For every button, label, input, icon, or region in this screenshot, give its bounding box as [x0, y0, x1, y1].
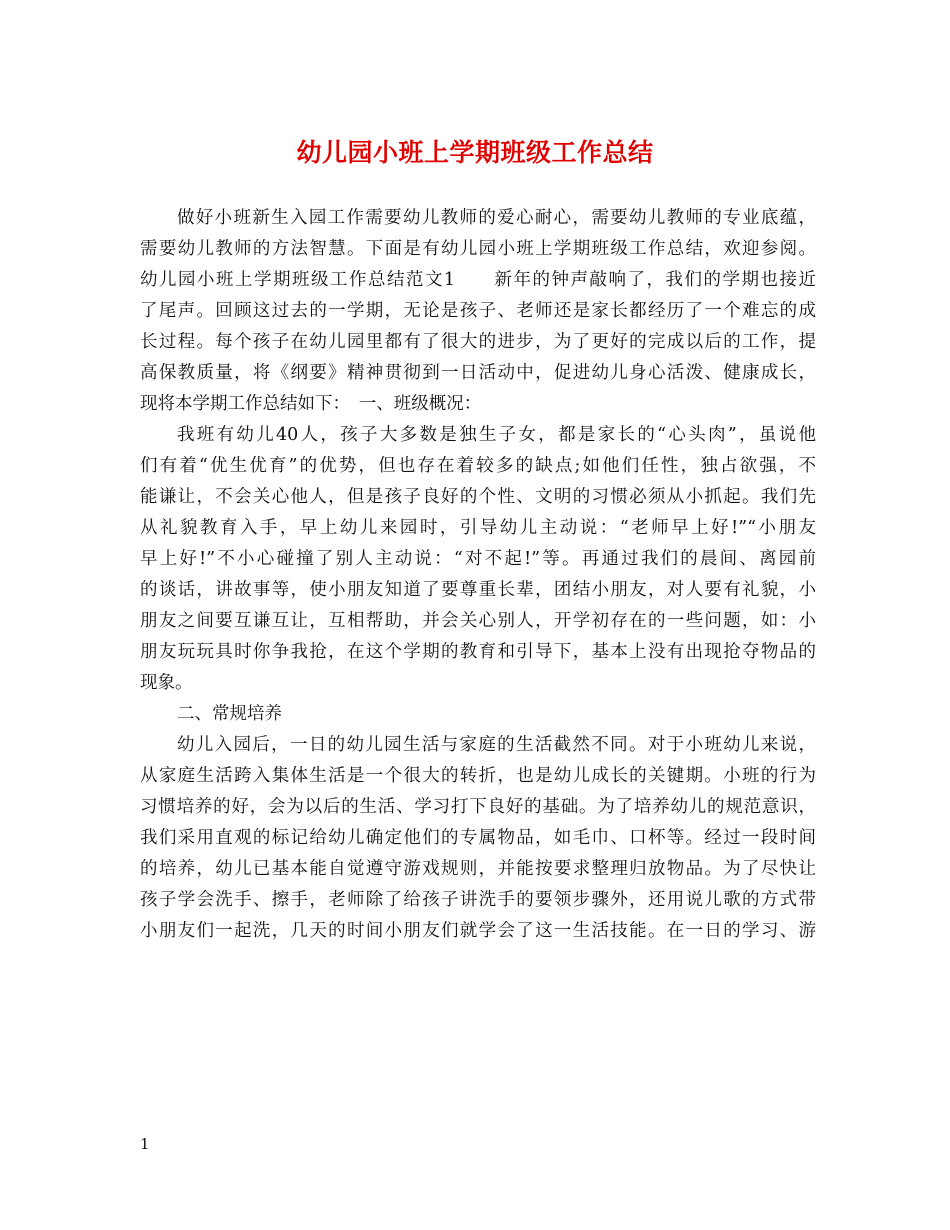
text-line: 的培养，幼儿已基本能自觉遵守游戏规则，并能按要求整理归放物品。为了尽快让	[140, 859, 816, 879]
text-line: 现象。	[140, 673, 193, 693]
section-heading: 二、常规培养	[177, 704, 282, 724]
text-line: 们有着“优生优育”的优势，但也存在着较多的缺点;如他们任性，独占欲强，不	[140, 456, 816, 476]
text-line: 需要幼儿教师的方法智慧。下面是有幼儿园小班上学期班级工作总结，欢迎参阅。	[140, 239, 816, 259]
text-line: 朋友之间要互谦互让，互相帮助，并会关心别人，开学初存在的一些问题，如：小	[140, 611, 816, 631]
text-line: 做好小班新生入园工作需要幼儿教师的爱心耐心，需要幼儿教师的专业底蕴，	[177, 208, 816, 228]
text-line: 现将本学期工作总结如下： 一、班级概况：	[140, 394, 482, 414]
text-line: 早上好!”不小心碰撞了别人主动说：“对不起!”等。再通过我们的晨间、离园前	[140, 549, 816, 569]
text-line: 从家庭生活跨入集体生活是一个很大的转折，也是幼儿成长的关键期。小班的行为	[140, 766, 816, 786]
text-line: 幼儿入园后，一日的幼儿园生活与家庭的生活截然不同。对于小班幼儿来说，	[177, 735, 816, 755]
text-line: 小朋友们一起洗，几天的时间小朋友们就学会了这一生活技能。在一日的学习、游	[140, 921, 816, 941]
text-line: 幼儿园小班上学期班级工作总结范文1 新年的钟声敲响了，我们的学期也接近	[140, 270, 816, 290]
text-line: 从礼貌教育入手，早上幼儿来园时，引导幼儿主动说：“老师早上好!”“小朋友	[140, 518, 816, 538]
text-line: 我班有幼儿40人，孩子大多数是独生子女，都是家长的“心头肉”，虽说他	[177, 425, 816, 445]
document-title: 幼儿园小班上学期班级工作总结	[296, 138, 654, 167]
text-line: 了尾声。回顾这过去的一学期，无论是孩子、老师还是家长都经历了一个难忘的成	[140, 301, 816, 321]
text-line: 朋友玩玩具时你争我抢，在这个学期的教育和引导下，基本上没有出现抢夺物品的	[140, 642, 816, 662]
text-line: 高保教质量，将《纲要》精神贯彻到一日活动中，促进幼儿身心活泼、健康成长，	[140, 363, 816, 383]
text-line: 的谈话，讲故事等，使小朋友知道了要尊重长辈，团结小朋友，对人要有礼貌，小	[140, 580, 816, 600]
text-line: 我们采用直观的标记给幼儿确定他们的专属物品，如毛巾、口杯等。经过一段时间	[140, 828, 816, 848]
text-line: 长过程。每个孩子在幼儿园里都有了很大的进步，为了更好的完成以后的工作，提	[140, 332, 816, 352]
text-line: 孩子学会洗手、擦手，老师除了给孩子讲洗手的要领步骤外，还用说儿歌的方式带	[140, 890, 816, 910]
document-body	[140, 203, 816, 947]
page-number: 1	[140, 1135, 150, 1153]
text-line: 习惯培养的好，会为以后的生活、学习打下良好的基础。为了培养幼儿的规范意识，	[140, 797, 816, 817]
text-line: 能谦让，不会关心他人，但是孩子良好的个性、文明的习惯必须从小抓起。我们先	[140, 487, 816, 507]
